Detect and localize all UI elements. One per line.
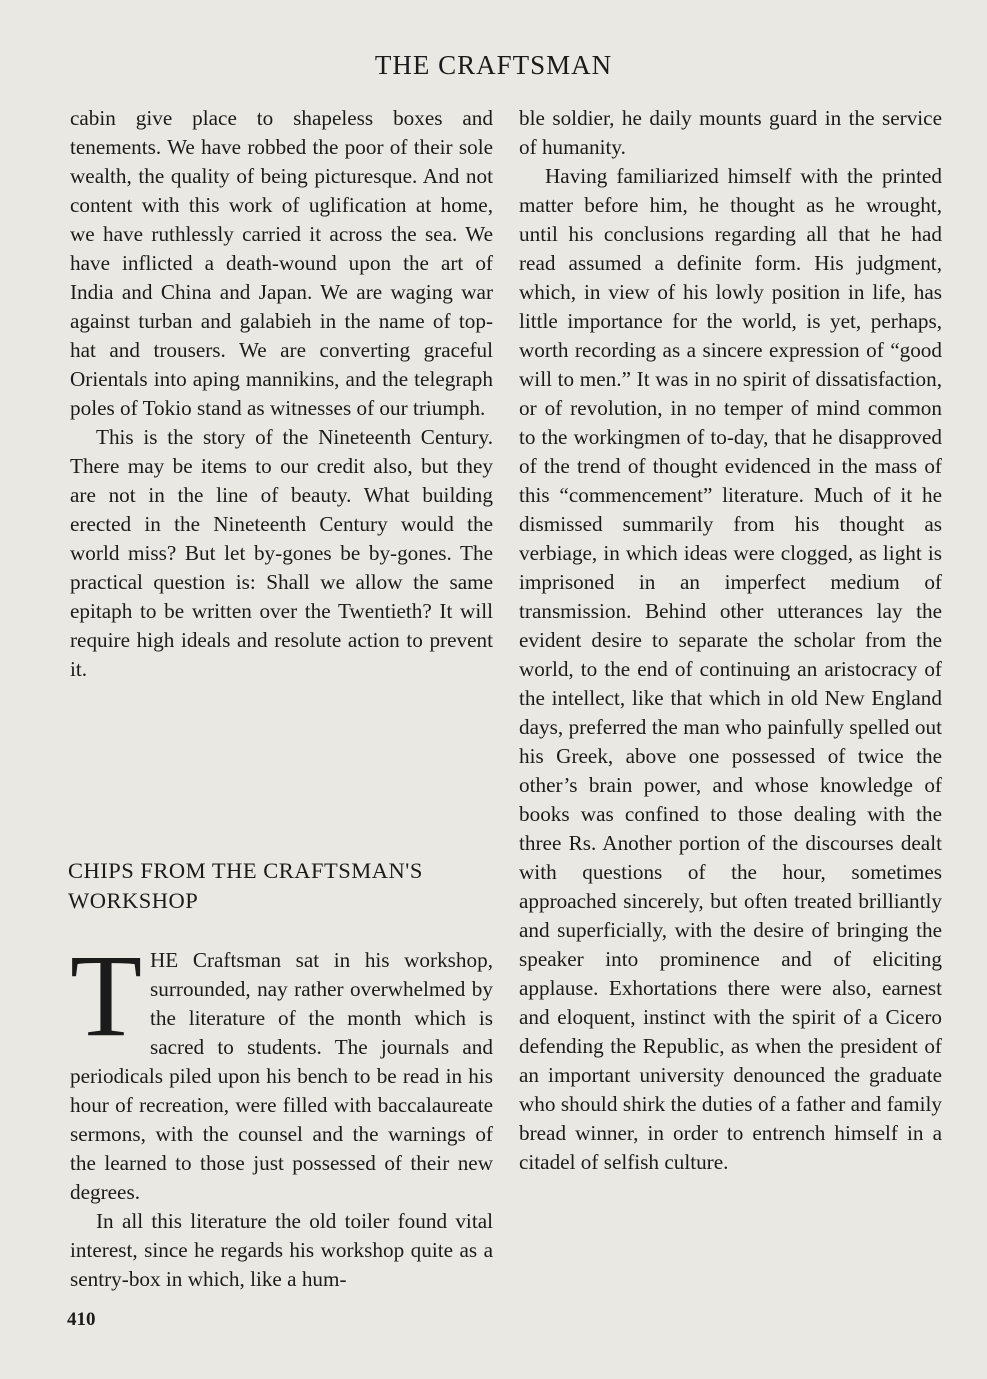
left-column bbox=[70, 104, 493, 684]
paragraph: This is the story of the Nineteenth Century. There may be items to our credit also, but they are not in the line of beauty. What building erected in the Nineteenth Century would the world miss? But let by-gones be by-gones. The practical question is: Shall we allow the same epitaph to be written over the Twentieth? It will require high ideals and resolute action to prevent it. bbox=[70, 425, 493, 681]
right-column bbox=[519, 104, 942, 1177]
paragraph: ble soldier, he daily mounts guard in the service of humanity. bbox=[519, 106, 942, 159]
paragraph: cabin give place to shapeless boxes and tenements. We have robbed the poor of their sole wealth, the quality of being picturesque. And not content with this work of uglification at home, we have ruthlessly carried it across the sea. We have inflicted a death-wound upon the art of India and China and Japan. We are waging war against turban and galabieh in the name of top-hat and trousers. We are converting graceful Orientals into aping mannikins, and the telegraph poles of Tokio stand as witnesses of our triumph. bbox=[70, 106, 493, 420]
paragraph bbox=[69, 930, 493, 1207]
drop-cap: T bbox=[69, 930, 143, 1061]
section-body bbox=[69, 930, 493, 1294]
running-header: THE CRAFTSMAN bbox=[374, 50, 613, 80]
paragraph-text: HE Craftsman sat in his workshop, surrounded, nay rather overwhelmed by the literature of the month which is sacred to students. The journals and periodicals piled upon his bench to be read in his hour of recreation, were filled with baccalaureate sermons, with the counsel and the warnings of the learned to those just possessed of their new degrees. bbox=[70, 948, 493, 1204]
section-title: CHIPS FROM THE CRAFTSMAN'S WORKSHOP bbox=[68, 858, 423, 913]
paragraph: In all this literature the old toiler found vital interest, since he regards his workshop quite as a sentry-box in which, like a hum- bbox=[70, 1209, 493, 1291]
paragraph: Having familiarized himself with the printed matter before him, he thought as he wrought, until his conclusions regarding all that he had read assumed a definite form. His judgment, which, in view of his lowly position in life, has little importance for the world, is yet, perhaps, worth recording as a sincere expression of “good will to men.” It was in no spirit of dissatisfaction, or of revolution, in no temper of mind common to the workingmen of to-day, that he disapproved of the trend of thought evidenced in the mass of this “commencement” literature. Much of it he dismissed summarily from his thought as verbiage, in which ideas were clogged, as light is imprisoned in an imperfect medium of transmission. Behind other utterances lay the evident desire to separate the scholar from the world, to the end of continuing an aristocracy of the intellect, like that which in old New England days, preferred the man who painfully spelled out his Greek, above one possessed of twice the other’s brain power, and whose knowledge of books was confined to those dealing with the three Rs. Another portion of the discourses dealt with questions of the hour, sometimes approached sincerely, but often treated brilliantly and superficially, with the desire of bringing the speaker into prominence and of eliciting applause. Exhortations there were also, earnest and eloquent, instinct with the spirit of a Cicero defending the Republic, as when the president of an important university denounced the graduate who should shirk the duties of a father and family bread winner, in order to entrench himself in a citadel of selfish culture. bbox=[519, 164, 942, 1174]
page-number: 410 bbox=[67, 1309, 96, 1330]
